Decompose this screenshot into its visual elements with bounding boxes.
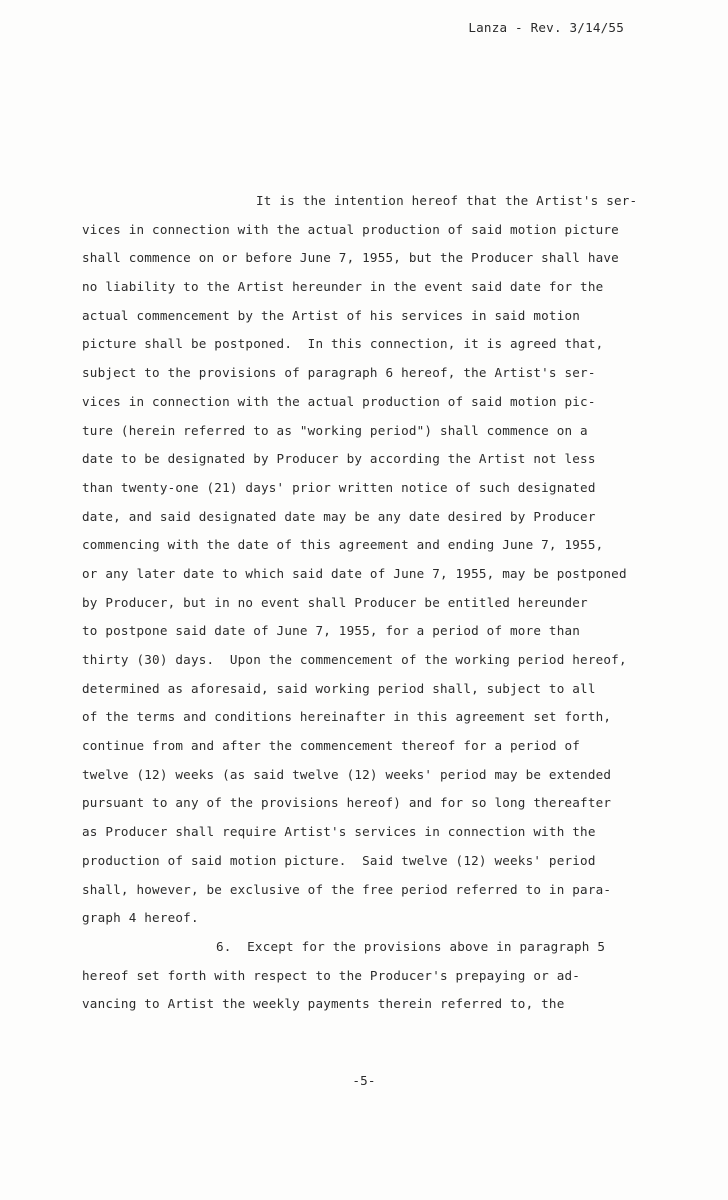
text-line: shall commence on or before June 7, 1955, but the Producer shall have [82, 250, 619, 266]
text-line: pursuant to any of the provisions hereof) and for so long thereafter [82, 795, 612, 811]
paragraph-6 [82, 933, 682, 1019]
text-line: continue from and after the commencement thereof for a period of [82, 738, 581, 754]
paragraph-5 [82, 187, 682, 933]
document-reference: Lanza - Rev. 3/14/55 [468, 20, 624, 35]
text-line: subject to the provisions of paragraph 6 hereof, the Artist's ser- [82, 365, 596, 381]
text-line: vancing to Artist the weekly payments therein referred to, the [82, 996, 565, 1012]
text-line: commencing with the date of this agreement and ending June 7, 1955, [82, 537, 604, 553]
text-line: no liability to the Artist hereunder in the event said date for the [82, 279, 604, 295]
text-line: or any later date to which said date of June 7, 1955, may be postponed [82, 565, 627, 581]
text-line: It is the intention hereof that the Artist's ser- [256, 193, 638, 208]
text-line: vices in connection with the actual production of said motion picture [82, 221, 619, 237]
text-line: ture (herein referred to as "working period") shall commence on a [82, 422, 588, 438]
text-line: twelve (12) weeks (as said twelve (12) weeks' period may be extended [82, 766, 612, 782]
text-line: graph 4 hereof. [82, 910, 199, 926]
text-line: by Producer, but in no event shall Producer be entitled hereunder [82, 594, 588, 610]
text-line: thirty (30) days. Upon the commencement of the working period hereof, [82, 652, 627, 667]
text-line: than twenty-one (21) days' prior written notice of such designated [82, 479, 596, 495]
text-line: hereof set forth with respect to the Producer's prepaying or ad- [82, 967, 581, 983]
text-line: picture shall be postponed. In this connection, it is agreed that, [82, 336, 604, 352]
text-line: date, and said designated date may be any date desired by Producer [82, 508, 596, 524]
text-line: to postpone said date of June 7, 1955, for a period of more than [82, 623, 581, 639]
page-number: -5- [352, 1073, 376, 1088]
text-line: date to be designated by Producer by according the Artist not less [82, 451, 596, 467]
text-line: of the terms and conditions hereinafter in this agreement set forth, [82, 709, 612, 725]
text-line: vices in connection with the actual production of said motion pic- [82, 393, 596, 409]
text-line: actual commencement by the Artist of his services in said motion [82, 307, 581, 323]
text-line: determined as aforesaid, said working period shall, subject to all [82, 680, 596, 696]
text-line: as Producer shall require Artist's services in connection with the [82, 824, 596, 840]
text-line: 6. Except for the provisions above in paragraph 5 [216, 939, 606, 954]
text-line: shall, however, be exclusive of the free period referred to in para- [82, 881, 612, 897]
text-line: production of said motion picture. Said twelve (12) weeks' period [82, 852, 596, 868]
